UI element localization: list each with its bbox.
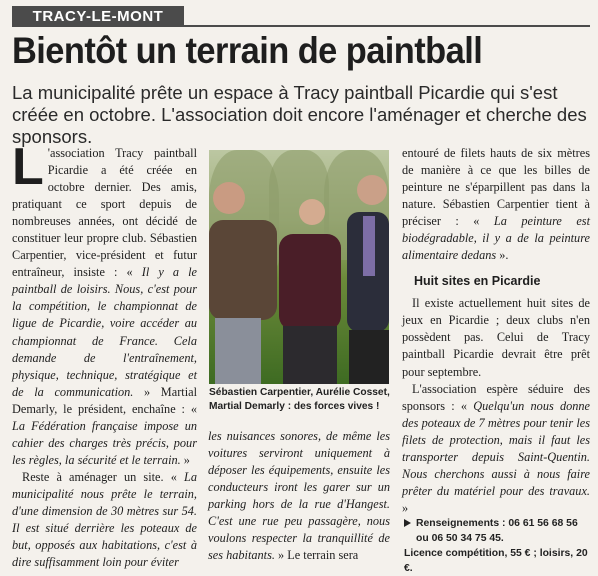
info-prices: Licence compétition, 55 € ; loisirs, 20 €. bbox=[404, 548, 588, 574]
section-tag: TRACY-LE-MONT bbox=[12, 6, 184, 26]
person-left-figure bbox=[209, 150, 389, 384]
article-column-1 bbox=[12, 138, 197, 571]
article-column-3 bbox=[402, 145, 590, 517]
standfirst: La municipalité prête un espace à Tracy paintball Picardie qui s'est créée en octobre. L'association doit encore l'aménager et cherche des sponsors. bbox=[12, 82, 587, 147]
paragraph: Il existe actuellement huit sites de jeux en Picardie ; deux clubs n'en possèdent pas. Celui de Tracy paintball Picardie devrait être prêt pour septembre. bbox=[402, 296, 590, 379]
header-rule bbox=[12, 25, 590, 27]
paragraph: entouré de filets hauts de six mètres de manière à ce que les billes de peinture ne s'éparpillent pas dans la nature. Sébastien Carpentier tient à préciser : « La peinture est biodégradable, il y a de la peinture alimentaire dedans ». bbox=[402, 146, 590, 263]
info-phone: Renseignements : 06 61 56 68 56 bbox=[404, 516, 594, 531]
paragraph: L 'association Tracy paintball Picardie a été créée en octobre dernier. Des amis, pratiquant ce sport depuis de nombreuses années, ont décidé de constituer leur propre club. Sébastien Carpentier, vice-président et futur entraîneur, insiste : « Il y a le paintball de loisirs. Nous, c'est pour la compétition, le championnat de ligue de Picardie, voire accéder au championnat de France. Cela demande de l'entraînement, physique, technique, stratégique et de la communication. » Martial Demarly, le président, enchaîne : « La Fédération française impose un cahier des charges très précis, pour les règles, la sécurité et le terrain. » bbox=[12, 138, 197, 467]
info-phone-alt: ou 06 50 34 75 45. bbox=[416, 533, 504, 544]
info-box bbox=[404, 516, 594, 576]
paragraph: L'association espère séduire des sponsors : « Quelqu'un nous donne des poteaux de 7 mètres pour tenir les filets de protection, mais il faut les transporter depuis Saint-Quentin. Nous cherchons aussi à nous faire prêter du matériel pour des travaux. » bbox=[402, 381, 590, 515]
photo-caption: Sébastien Carpentier, Aurélie Cosset, Martial Demarly : des forces vives ! bbox=[209, 387, 390, 412]
paragraph: Reste à aménager un site. « La municipalité nous prête le terrain, d'une dimension de 30 mètres sur 54. Il est situé derrière les poteaux de but, opposés aux habitations, c'est à dire suffisamment loin pour éviter bbox=[12, 469, 197, 570]
paragraph: les nuisances sonores, de même les voitures serviront uniquement à déposer les équipements, ensuite les conducteurs iront les garer sur un parking hors de la rue d'Hangest. C'est une rue peu passagère, nous voulons respecter la tranquillité de ses habitants. » Le terrain sera bbox=[208, 429, 390, 563]
drop-cap: L bbox=[12, 138, 44, 196]
arrow-icon bbox=[404, 519, 411, 527]
article-column-2 bbox=[208, 428, 390, 564]
headline: Bientôt un terrain de paintball bbox=[12, 30, 483, 71]
subheading: Huit sites en Picardie bbox=[414, 274, 541, 289]
article-photo bbox=[209, 150, 389, 384]
